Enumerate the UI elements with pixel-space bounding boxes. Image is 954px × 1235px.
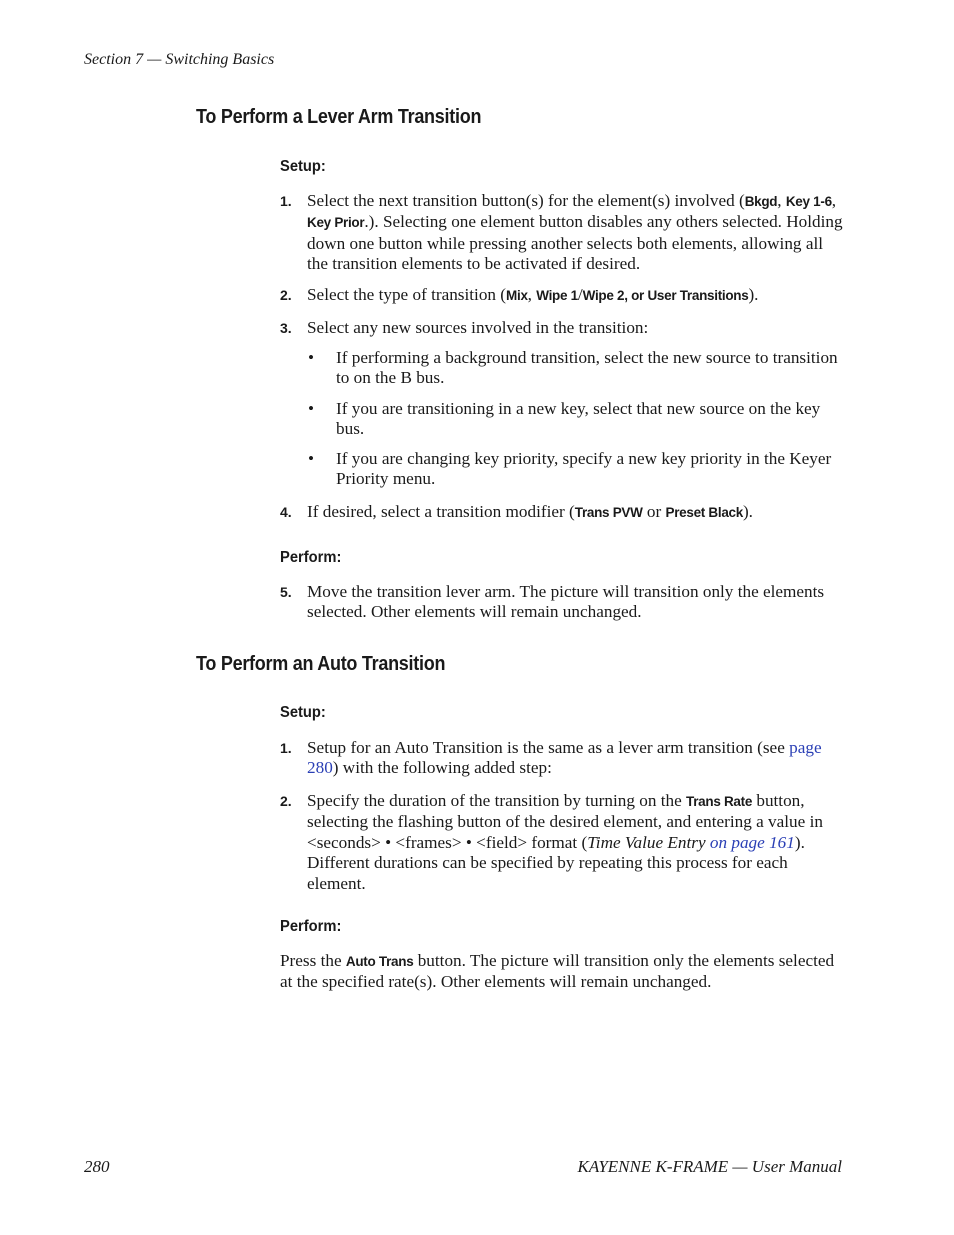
page-link[interactable]: page 280 (307, 738, 822, 778)
ui-term: Bkgd (744, 194, 778, 209)
bullet-text: If you are changing key priority, specify a new key priority in the Keyer Priority menu. (336, 449, 832, 489)
bullet-text: If performing a background transition, select the new source to transition to on the B bus. (336, 348, 838, 388)
bullet-item (308, 399, 844, 440)
ui-term: Trans PVW (574, 505, 643, 520)
bullet-item (308, 348, 844, 389)
ui-term: Key 1-6 (785, 194, 832, 209)
step-number: 4. (280, 504, 292, 520)
page-number: 280 (84, 1157, 110, 1176)
list-item (280, 502, 844, 523)
ui-term: Preset Black (665, 505, 743, 520)
list-item (280, 318, 844, 338)
step-number: 2. (280, 793, 292, 809)
perform-paragraph: Press the Auto Trans button. The picture will transition only the elements selected at the specified rate(s). Other elements will remain unchanged. (280, 951, 835, 992)
ui-term: Mix (506, 288, 528, 303)
step-number: 1. (280, 740, 292, 756)
step-number: 3. (280, 320, 292, 336)
step-text: Specify the duration of the transition by turning on the Trans Rate button, selecting the flashing button of the desired element, and entering a value in <seconds> • <frames> • <field> format (Time Value Entry on page 161). Different durations can be specified by repeating this process for each element. (307, 791, 823, 893)
step-text: Select the type of transition (Mix, Wipe 1/Wipe 2, or User Transitions). (307, 285, 759, 304)
ui-term: Trans Rate (686, 794, 753, 809)
perform-label: Perform: (280, 918, 342, 935)
section-heading-auto-transition: To Perform an Auto Transition (196, 653, 446, 675)
step-text: Select any new sources involved in the transition: (307, 318, 649, 337)
list-item (280, 191, 844, 275)
section-heading-lever-arm: To Perform a Lever Arm Transition (196, 106, 482, 128)
perform-label: Perform: (280, 549, 342, 566)
ui-term: Key Prior (307, 215, 365, 231)
setup-label: Setup: (280, 704, 326, 721)
bullet-dot: • (308, 399, 315, 418)
bullet-item (308, 449, 844, 490)
step-text: Setup for an Auto Transition is the same as a lever arm transition (see page 280) with the following added step: (307, 738, 822, 778)
bullet-dot: • (308, 449, 315, 468)
list-item (280, 738, 844, 779)
ui-term: Wipe 2, or User Transitions (582, 288, 749, 303)
setup-label: Setup: (280, 158, 326, 175)
running-head: Section 7 — Switching Basics (84, 51, 275, 68)
list-item (280, 582, 844, 623)
list-item (280, 791, 844, 894)
step-text: Move the transition lever arm. The picture will transition only the elements selected. Other elements will remain unchanged. (307, 582, 825, 622)
manual-title: KAYENNE K-FRAME — User Manual (577, 1157, 842, 1176)
bullet-text: If you are transitioning in a new key, select that new source on the key bus. (336, 399, 821, 439)
xref-title: Time Value Entry (587, 832, 710, 852)
step-text: If desired, select a transition modifier (Trans PVW or Preset Black). (307, 502, 753, 521)
ui-term: Wipe 1 (536, 288, 578, 303)
step-text: Select the next transition button(s) for the element(s) involved (Bkgd, Key 1-6, Key Prior.). Selecting one element button disables any others selected. Holding down one button while pressing another selects both elements, allowing all the transition elements to be activated if desired. (307, 191, 843, 274)
step-number: 2. (280, 287, 292, 303)
step-number: 1. (280, 193, 292, 209)
list-item (280, 285, 844, 306)
bullet-dot: • (308, 348, 315, 367)
page-link[interactable]: on page 161 (709, 832, 795, 852)
ui-term: Auto Trans (345, 954, 414, 969)
step-number: 5. (280, 584, 292, 600)
